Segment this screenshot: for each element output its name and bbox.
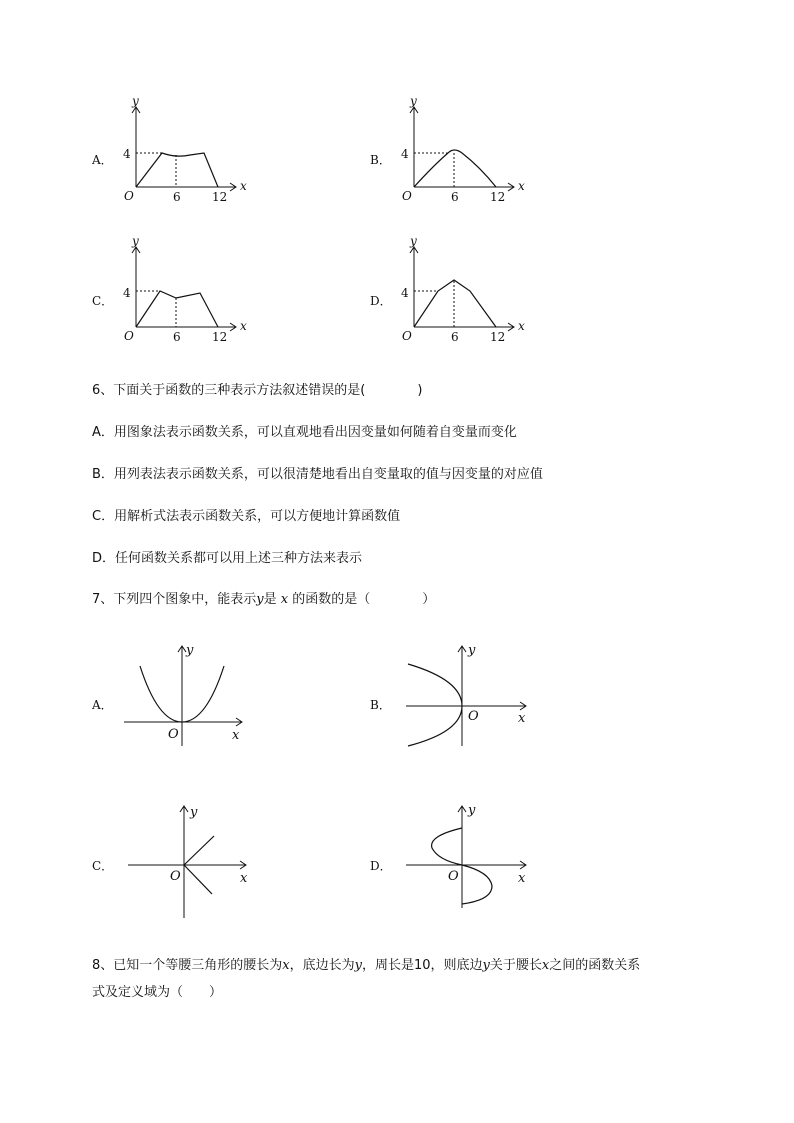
- ray-upper: [184, 836, 214, 865]
- y-axis-label: y: [410, 234, 417, 248]
- y-axis-label: y: [132, 234, 139, 248]
- q7-option-b-label: B．: [370, 698, 391, 712]
- q5-graph-b: [388, 95, 528, 205]
- q7-stem: [92, 590, 435, 610]
- y-tick-4: 4: [401, 286, 409, 300]
- y-axis-label: y: [186, 643, 194, 658]
- x-axis-label: x: [240, 871, 248, 886]
- y-axis-label: y: [132, 94, 139, 108]
- x-axis-label: x: [518, 871, 526, 886]
- q5-option-c-label: C．: [92, 294, 114, 308]
- q7-option-c-label: C．: [92, 859, 114, 873]
- function-curve: [136, 153, 218, 187]
- origin-label: O: [124, 189, 134, 203]
- origin-label: O: [124, 329, 134, 343]
- x-axis-label: x: [518, 179, 525, 193]
- q7-stem-prefix: 7、下列四个图象中，能表示: [92, 592, 257, 607]
- x-axis-label: x: [518, 319, 525, 333]
- q8-text-d: 关于腰长: [489, 958, 542, 973]
- x-tick-12: 12: [212, 330, 228, 344]
- q8-var-x-2: x: [541, 958, 550, 973]
- origin-label: O: [448, 869, 459, 884]
- q8-stem-line2: 式及定义域为（ ）: [92, 985, 223, 1000]
- q7-graph-a: [118, 640, 258, 750]
- y-tick-4: 4: [123, 286, 131, 300]
- q6-option-b: B．用列表法表示函数关系，可以很清楚地看出自变量取的值与因变量的对应值: [92, 467, 543, 482]
- function-curve: [414, 280, 496, 327]
- y-axis-label: y: [468, 803, 476, 818]
- q5-option-b-label: B．: [370, 153, 391, 167]
- q7-graph-b: [400, 640, 540, 750]
- q7-stem-var-y: y: [256, 592, 264, 607]
- origin-label: O: [168, 727, 179, 742]
- function-curve: [414, 150, 496, 187]
- ray-lower: [184, 865, 212, 894]
- q8-text-a: 8、已知一个等腰三角形的腰长为: [92, 958, 283, 973]
- q7-option-a-label: A．: [92, 698, 113, 712]
- origin-label: O: [402, 329, 412, 343]
- q5-option-a-label: A．: [92, 153, 113, 167]
- q5-graph-d: [388, 235, 528, 345]
- q5-graph-c: [110, 235, 250, 345]
- x-tick-6: 6: [451, 330, 459, 344]
- origin-label: O: [468, 709, 479, 724]
- q7-option-d-label: D．: [370, 859, 392, 873]
- q7-stem-mid: 是: [263, 592, 277, 607]
- origin-label: O: [402, 189, 412, 203]
- x-tick-6: 6: [451, 190, 459, 204]
- x-tick-12: 12: [490, 330, 506, 344]
- q6-option-d: D．任何函数关系都可以用上述三种方法来表示: [92, 551, 363, 566]
- x-axis-label: x: [240, 179, 247, 193]
- q5-graph-a: [110, 95, 250, 205]
- x-tick-6: 6: [173, 190, 181, 204]
- q7-graph-c: [122, 800, 262, 925]
- y-tick-4: 4: [123, 147, 131, 161]
- q6-stem: 6、下面关于函数的三种表示方法叙述错误的是( ): [92, 383, 423, 398]
- sideways-parabola-curve: [408, 664, 462, 746]
- q8-text-e: 之间的函数关系: [549, 958, 641, 973]
- q8-text-b: ，底边长为: [289, 958, 355, 973]
- x-axis-label: x: [240, 319, 247, 333]
- x-tick-6: 6: [173, 330, 181, 344]
- x-tick-12: 12: [490, 190, 506, 204]
- q8-var-y-2: y: [482, 958, 490, 973]
- origin-label: O: [170, 869, 181, 884]
- q8-var-x: x: [282, 958, 290, 973]
- q8-text-c: ，周长是10，则底边: [362, 958, 483, 973]
- y-axis-label: y: [190, 805, 198, 820]
- q6-option-a: A．用图象法表示函数关系，可以直观地看出因变量如何随着自变量而变化: [92, 425, 517, 440]
- q6-option-c: C．用解析式法表示函数关系，可以方便地计算函数值: [92, 509, 401, 524]
- q7-stem-var-x: x: [280, 592, 289, 607]
- q7-stem-suffix: 的函数的是（ ）: [292, 592, 436, 607]
- q8-var-y: y: [354, 958, 362, 973]
- x-axis-label: x: [232, 728, 240, 743]
- y-axis-label: y: [410, 94, 417, 108]
- x-axis-label: x: [518, 711, 526, 726]
- y-tick-4: 4: [401, 147, 409, 161]
- x-tick-12: 12: [212, 190, 228, 204]
- y-axis-label: y: [468, 643, 476, 658]
- q8-stem-line1: [92, 956, 640, 976]
- q7-graph-d: [400, 800, 540, 925]
- function-curve: [136, 291, 218, 327]
- q5-option-d-label: D．: [370, 294, 392, 308]
